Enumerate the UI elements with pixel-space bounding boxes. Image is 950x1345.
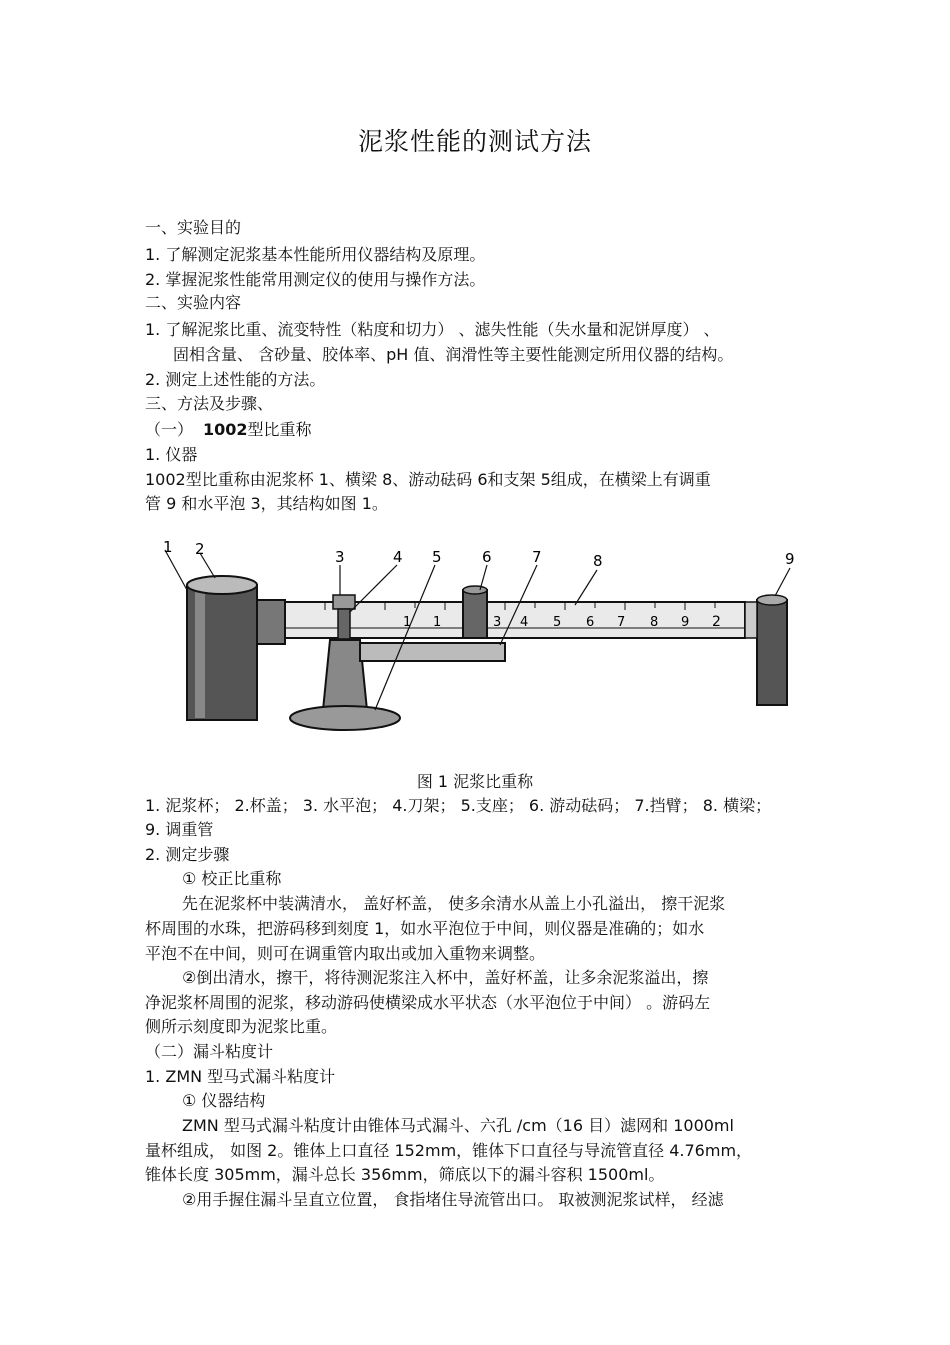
part-label-1: 1 xyxy=(163,540,173,556)
section-heading-purpose: 一、实验目的 xyxy=(145,218,242,237)
step-1-text-line-2: 杯周围的水珠，把游码移到刻度 1，如水平泡位于中间，则仪器是准确的；如水 xyxy=(145,919,705,938)
part-label-3: 3 xyxy=(335,548,345,566)
subsection-title: 型比重称 xyxy=(247,420,312,439)
scale-mark-5: 5 xyxy=(553,615,562,630)
funnel-desc-line-2: 量杯组成， 如图 2。锥体上口直径 152mm，锥体下口直径与导流管直径 4.76mm， xyxy=(145,1141,753,1160)
funnel-desc-line-1: ZMN 型马式漏斗粘度计由锥体马式漏斗、六孔 /cm（16 目）滤网和 1000ml xyxy=(182,1116,734,1135)
section-heading-method: 三、方法及步骤、 xyxy=(145,394,274,413)
purpose-item-2: 2. 掌握泥浆性能常用测定仪的使用与操作方法。 xyxy=(145,270,486,289)
page-title: 泥浆性能的测试方法 xyxy=(357,127,592,156)
subsection-number: （一） xyxy=(145,420,194,439)
scale-mark-1b: 1 xyxy=(433,615,442,630)
content-item-1-cont: 固相含量、 含砂量、胶体率、pH 值、润滑性等主要性能测定所用仪器的结构。 xyxy=(173,345,734,364)
scale-mark-7: 7 xyxy=(617,615,626,630)
legend-line-2: 9. 调重管 xyxy=(145,820,214,839)
section-heading-content: 二、实验内容 xyxy=(145,293,242,312)
part-label-6: 6 xyxy=(482,548,492,566)
scale-mark-6: 6 xyxy=(586,615,595,630)
step-2-text-line-3: 侧所示刻度即为泥浆比重。 xyxy=(145,1017,338,1036)
subsection-heading-funnel: （二）漏斗粘度计 xyxy=(145,1042,274,1061)
funnel-step-2-line-1: ②用手握住漏斗呈直立位置， 食指堵住导流管出口。 取被测泥浆试样， 经滤 xyxy=(182,1190,724,1209)
scale-mark-9: 9 xyxy=(681,615,690,630)
purpose-item-1: 1. 了解测定泥浆基本性能所用仪器结构及原理。 xyxy=(145,245,486,264)
step-1-text-line-1: 先在泥浆杯中装满清水， 盖好杯盖， 使多余清水从盖上小孔溢出， 擦干泥浆 xyxy=(182,894,726,913)
part-label-7: 7 xyxy=(532,548,542,566)
figure-1-caption: 图 1 泥浆比重称 xyxy=(416,772,534,791)
subsection-heading-1002 xyxy=(145,420,815,440)
steps-heading: 2. 测定步骤 xyxy=(145,845,230,864)
part-label-5: 5 xyxy=(432,548,442,566)
funnel-desc-line-3: 锥体长度 305mm，漏斗总长 356mm，筛底以下的漏斗容积 1500ml。 xyxy=(145,1165,665,1184)
step-1-heading: ① 校正比重称 xyxy=(182,869,282,888)
step-1-text-line-3: 平泡不在中间，则可在调重管内取出或加入重物来调整。 xyxy=(145,944,546,963)
funnel-structure-heading: ① 仪器结构 xyxy=(182,1091,266,1110)
scale-mark-8: 8 xyxy=(650,615,659,630)
step-2-text-line-2: 净泥浆杯周围的泥浆，移动游码使横梁成水平状态（水平泡位于中间） 。游码左 xyxy=(145,993,711,1012)
part-label-2: 2 xyxy=(195,540,205,558)
step-2-text-line-1: ②倒出清水，擦干，将待测泥浆注入杯中，盖好杯盖，让多余泥浆溢出，擦 xyxy=(182,968,709,987)
part-label-8: 8 xyxy=(593,552,603,570)
model-number: 1002 xyxy=(203,420,248,439)
funnel-model-heading: 1. ZMN 型马式漏斗粘度计 xyxy=(145,1067,336,1086)
part-label-4: 4 xyxy=(393,548,403,566)
scale-mark-2: 2 xyxy=(712,614,721,630)
scale-mark-3: 3 xyxy=(493,615,502,630)
instrument-heading: 1. 仪器 xyxy=(145,445,198,464)
content-item-2: 2. 测定上述性能的方法。 xyxy=(145,370,326,389)
content-item-1: 1. 了解泥浆比重、流变特性（粘度和切力） 、滤失性能（失水量和泥饼厚度） 、 xyxy=(145,320,720,339)
scale-mark-4: 4 xyxy=(520,615,529,630)
instrument-desc-line-1: 1002型比重称由泥浆杯 1、横梁 8、游动砝码 6和支架 5组成，在横梁上有调重 xyxy=(145,470,711,489)
legend-line-1: 1. 泥浆杯； 2.杯盖； 3. 水平泡； 4.刀架； 5.支座； 6. 游动砝码； 7.挡臂； 8. 横梁； xyxy=(145,796,772,815)
instrument-desc-line-2: 管 9 和水平泡 3，其结构如图 1。 xyxy=(145,494,388,513)
part-label-9: 9 xyxy=(785,550,795,568)
figure-1-mud-balance xyxy=(145,540,810,755)
scale-mark-1a: 1 xyxy=(403,615,412,630)
